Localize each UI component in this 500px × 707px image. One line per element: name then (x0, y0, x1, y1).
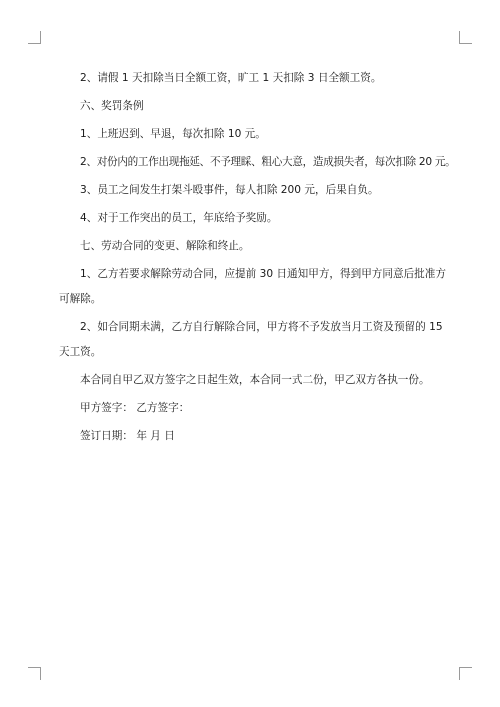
paragraph-early-termination: 2、如合同期未满，乙方自行解除合同，甲方将不予发放当月工资及预留的 15 天工资。 (59, 321, 443, 358)
paragraph-negligence-penalty: 2、对份内的工作出现拖延、不予理睬、粗心大意，造成损失者，每次扣除 20 元。 (80, 156, 456, 168)
document-body (59, 66, 456, 452)
paragraph-late-penalty: 1、上班迟到、早退，每次扣除 10 元。 (80, 128, 266, 140)
signature-line: 甲方签字： 乙方签字： (80, 402, 190, 414)
crop-mark-top-left (28, 31, 41, 44)
crop-mark-top-right (459, 31, 472, 44)
paragraph-termination-notice: 1、乙方若要求解除劳动合同，应提前 30 日通知甲方，得到甲方同意后批准方可解除。 (59, 268, 446, 305)
section-heading-contract-changes: 七、劳动合同的变更、解除和终止。 (80, 240, 250, 252)
sign-date-line: 签订日期： 年 月 日 (80, 430, 175, 442)
section-heading-rewards-penalties: 六、奖罚条例 (80, 100, 144, 112)
paragraph-reward: 4、对于工作突出的员工，年底给予奖励。 (80, 212, 278, 224)
crop-mark-bottom-right (459, 667, 472, 680)
crop-mark-bottom-left (28, 667, 41, 680)
paragraph-fight-penalty: 3、员工之间发生打架斗殴事件，每人扣除 200 元，后果自负。 (80, 184, 379, 196)
paragraph-leave-deduction: 2、请假 1 天扣除当日全额工资，旷工 1 天扣除 3 日全额工资。 (80, 72, 382, 84)
paragraph-effective-clause: 本合同自甲乙双方签字之日起生效，本合同一式二份，甲乙双方各执一份。 (80, 374, 430, 386)
